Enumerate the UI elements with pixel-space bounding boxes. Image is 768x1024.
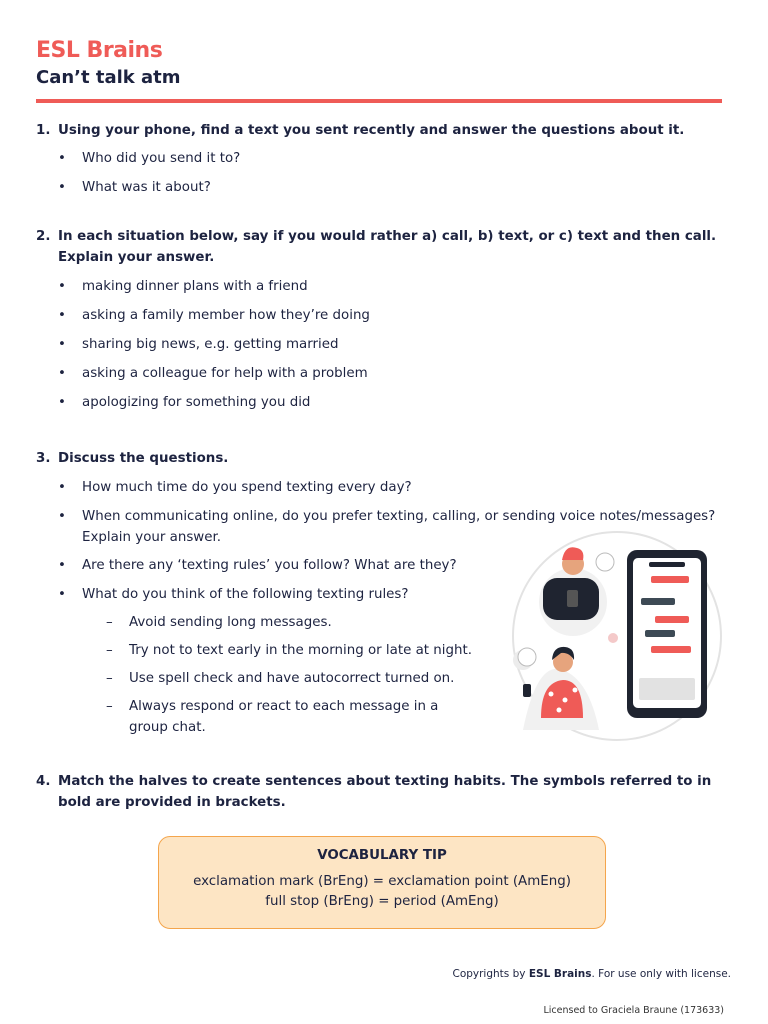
bullet-icon: • xyxy=(58,395,66,410)
dash-icon: – xyxy=(106,671,113,686)
brand-logo: ESL Brains xyxy=(36,38,163,63)
list-item: • apologizing for something you did xyxy=(58,392,310,413)
question-number: 4. xyxy=(36,774,51,789)
bullet-icon: • xyxy=(58,587,66,602)
rule-item: – Avoid sending long messages. xyxy=(106,612,332,633)
copyright-brand: ESL Brains xyxy=(528,968,592,980)
question-text: In each situation below, say if you would rather a) call, b) text, or c) text and then call. Explain your answer. xyxy=(58,229,717,265)
bullet-icon: • xyxy=(58,509,66,524)
question-text: Match the halves to create sentences about texting habits. The symbols referred to in bold are provided in brackets. xyxy=(58,774,712,810)
message-bubble xyxy=(651,576,689,583)
page-title: Can’t talk atm xyxy=(36,67,181,88)
bullet-icon: • xyxy=(58,279,66,294)
rule-item: – Always respond or react to each message in a group chat. xyxy=(106,696,481,738)
question-2 xyxy=(36,226,732,268)
list-item: • Are there any ‘texting rules’ you follow? What are they? xyxy=(58,555,457,576)
list-item: • making dinner plans with a friend xyxy=(58,276,308,297)
keyboard-icon xyxy=(639,678,695,700)
bullet-icon: • xyxy=(58,480,66,495)
title-divider xyxy=(36,99,722,103)
question-1 xyxy=(36,120,736,141)
list-item: • sharing big news, e.g. getting married xyxy=(58,334,338,355)
bullet-icon: • xyxy=(58,151,66,166)
dress-dot xyxy=(563,698,568,703)
heart-icon xyxy=(608,633,618,643)
question-number: 3. xyxy=(36,451,51,466)
texting-illustration xyxy=(503,530,731,742)
phone-notch xyxy=(649,562,685,567)
bullet-icon: • xyxy=(58,558,66,573)
question-number: 1. xyxy=(36,123,51,138)
dash-icon: – xyxy=(106,699,113,714)
list-item: • asking a family member how they’re doing xyxy=(58,305,370,326)
question-4 xyxy=(36,771,732,813)
question-3 xyxy=(36,448,736,469)
question-number: 2. xyxy=(36,229,51,244)
list-item: • What do you think of the following texting rules? xyxy=(58,584,408,605)
typing-bubble-icon xyxy=(596,553,614,571)
message-bubble xyxy=(641,598,675,605)
dash-icon: – xyxy=(106,643,113,658)
handheld-phone-icon xyxy=(523,684,531,697)
bullet-icon: • xyxy=(58,180,66,195)
question-text: Using your phone, find a text you sent recently and answer the questions about it. xyxy=(58,123,685,138)
bullet-icon: • xyxy=(58,366,66,381)
message-bubble xyxy=(655,616,689,623)
rule-item: – Try not to text early in the morning or late at night. xyxy=(106,640,472,661)
bullet-icon: • xyxy=(58,308,66,323)
dress-dot xyxy=(549,692,554,697)
vocabulary-tip-title: VOCABULARY TIP xyxy=(317,848,447,863)
vocabulary-tip-line: exclamation mark (BrEng) = exclamation point (AmEng) xyxy=(193,874,571,889)
handheld-phone-icon xyxy=(567,590,578,607)
list-item: • asking a colleague for help with a problem xyxy=(58,363,368,384)
list-item: • Who did you send it to? xyxy=(58,148,240,169)
message-bubble xyxy=(645,630,675,637)
dash-icon: – xyxy=(106,615,113,630)
bullet-icon: • xyxy=(58,337,66,352)
vocabulary-tip-line: full stop (BrEng) = period (AmEng) xyxy=(265,894,499,909)
list-item: • When communicating online, do you prefer texting, calling, or sending voice notes/messages? Explain your answer. xyxy=(58,506,718,548)
license-notice: Licensed to Graciela Braune (173633) xyxy=(543,1005,724,1016)
question-text: Discuss the questions. xyxy=(58,451,229,466)
list-item: • How much time do you spend texting every day? xyxy=(58,477,412,498)
typing-bubble-icon xyxy=(518,648,536,666)
rule-item: – Use spell check and have autocorrect turned on. xyxy=(106,668,454,689)
dress-dot xyxy=(557,708,562,713)
list-item: • What was it about? xyxy=(58,177,211,198)
message-bubble xyxy=(651,646,691,653)
dress-dot xyxy=(573,688,578,693)
vocabulary-tip-box xyxy=(158,836,606,929)
copyright-notice: Copyrights by ESL Brains. For use only with license. xyxy=(452,968,731,980)
